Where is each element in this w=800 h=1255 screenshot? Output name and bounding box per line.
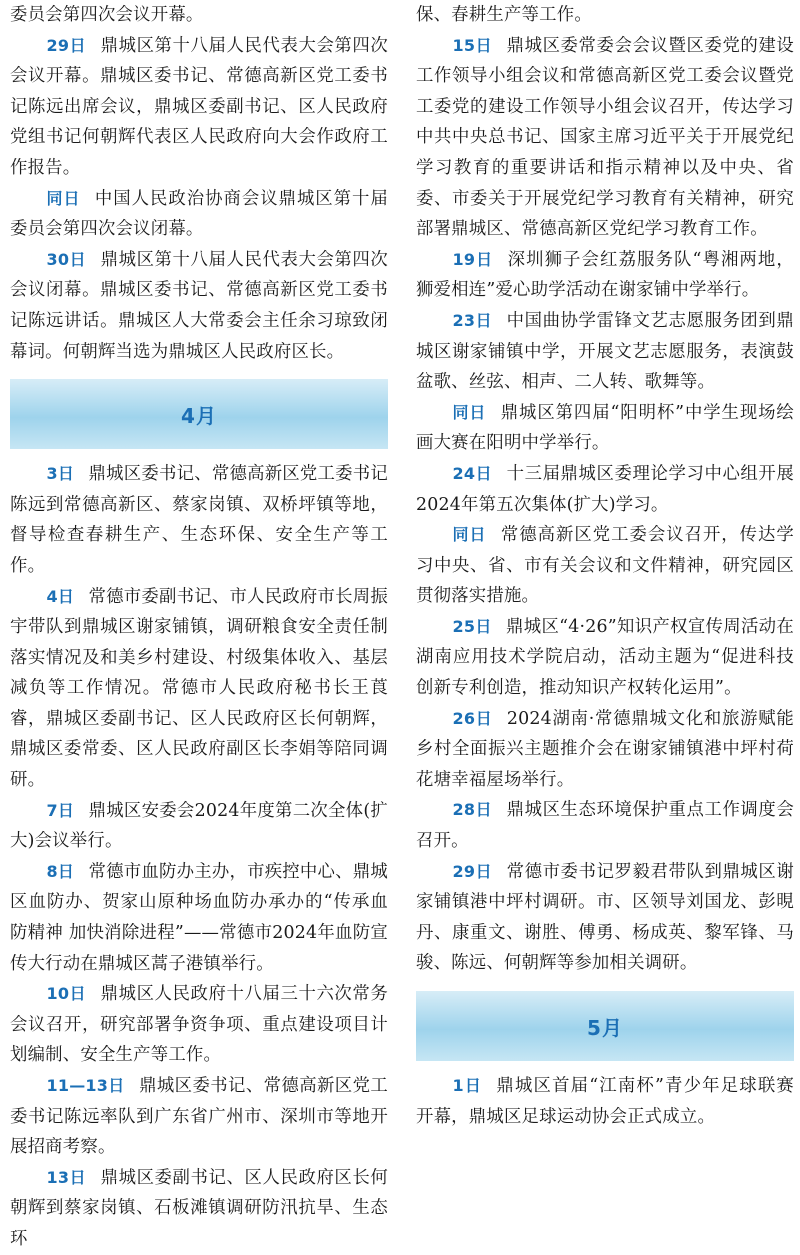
entry-text: 鼎城区第十八届人民代表大会第四次会议开幕。鼎城区委书记、常德高新区党工委书记陈远出席会议，鼎城区委副书记、区人民政府党组书记何朝辉代表区人民政府向大会作政府工作报告。 <box>10 35 389 178</box>
chronicle-entry <box>416 1071 794 1132</box>
entry-date: 3日 <box>46 464 75 484</box>
entry-date: 4日 <box>46 586 75 606</box>
chronicle-entry <box>10 857 388 979</box>
entry-date: 19日 <box>452 249 494 269</box>
chronicle-entry <box>416 31 794 245</box>
chronicle-entry <box>10 1071 388 1163</box>
entry-text: 鼎城区生态环境保护重点工作调度会召开。 <box>416 800 795 852</box>
left-column <box>10 0 388 1255</box>
entry-date: 30日 <box>46 249 87 269</box>
entry-text: 2024湖南·常德鼎城文化和旅游赋能乡村全面振兴主题推介会在谢家铺镇港中坪村荷花塘幸福屋场举行。 <box>416 708 794 790</box>
month-header-april <box>10 379 388 449</box>
left-entries-b <box>10 459 388 1254</box>
entry-date: 7日 <box>46 800 75 820</box>
entry-text: 中国人民政治协商会议鼎城区第十届委员会第四次会议闭幕。 <box>10 188 389 240</box>
chronicle-entry <box>10 796 388 857</box>
entry-text: 中国曲协学雷锋文艺志愿服务团到鼎城区谢家铺镇中学，开展文艺志愿服务，表演鼓盆歌、丝弦、相声、二人转、歌舞等。 <box>416 310 795 393</box>
chronicle-entry <box>416 704 794 796</box>
entry-date: 同日 <box>452 402 487 422</box>
entry-date: 8日 <box>46 861 75 881</box>
entry-date: 11—13日 <box>46 1076 125 1095</box>
entry-text: 常德高新区党工委会议召开，传达学习中央、省、市有关会议和文件精神，研究园区贯彻落实措施。 <box>416 525 795 607</box>
chronicle-entry <box>416 306 794 398</box>
month-title: 5月 <box>587 1015 623 1040</box>
entry-text: 鼎城区委常委会会议暨区委党的建设工作领导小组会议和常德高新区党工委会议暨党工委党的建设工作领导小组会议召开，传达学习中共中央总书记、国家主席习近平关于开展党纪学习教育的重要讲话和指示精神以及中央、省委、市委关于开展党纪学习教育有关精神，研究部署鼎城区、常德高新区党纪学习教育工作。 <box>416 35 795 240</box>
chronicle-entry <box>10 979 388 1071</box>
entry-text: 鼎城区委书记、常德高新区党工委书记陈远率队到广东省广州市、深圳市等地开展招商考察。 <box>10 1076 388 1158</box>
right-column <box>416 0 794 1132</box>
right-entries-b <box>416 1071 794 1132</box>
entry-date: 25日 <box>452 616 492 636</box>
entry-date: 10日 <box>46 984 87 1004</box>
entry-text: 鼎城区第四届“阳明杯”中学生现场绘画大赛在阳明中学举行。 <box>416 402 794 454</box>
entry-text: 鼎城区“4·26”知识产权宣传周活动在湖南应用技术学院启动，活动主题为“促进科技创新专利创造，推动知识产权转化运用”。 <box>416 616 794 699</box>
chronicle-entry <box>416 795 794 856</box>
chronicle-entry <box>10 31 388 184</box>
entry-date: 23日 <box>452 310 493 330</box>
chronicle-entry <box>416 857 794 979</box>
entry-text: 十三届鼎城区委理论学习中心组开展2024年第五次集体(扩大)学习。 <box>416 463 795 515</box>
chronicle-entry <box>10 582 388 796</box>
continued-text: 保、春耕生产等工作。 <box>416 5 592 25</box>
entry-date: 28日 <box>452 800 493 820</box>
continued-text: 委员会第四次会议开幕。 <box>10 5 204 25</box>
left-entries-a <box>10 31 388 368</box>
entry-date: 26日 <box>452 708 493 728</box>
entry-date: 同日 <box>46 188 81 208</box>
entry-date: 同日 <box>452 525 487 545</box>
chronicle-entry <box>10 184 388 245</box>
entry-date: 29日 <box>46 35 87 55</box>
entry-date: 13日 <box>46 1167 87 1187</box>
chronicle-entry <box>416 398 794 459</box>
entry-text: 常德市委副书记、市人民政府市长周振宇带队到鼎城区谢家铺镇，调研粮食安全责任制落实情况及和美乡村建设、村级集体收入、基层减负等工作情况。常德市人民政府秘书长王莨睿，鼎城区委副书记、区人民政府区长何朝辉，鼎城区委常委、区人民政府副区长李娟等陪同调研。 <box>10 586 388 791</box>
entry-text: 常德市血防办主办，市疾控中心、鼎城区血防办、贺家山原种场血防办承办的“传承血防精神 加快消除进程”——常德市2024年血防宣传大行动在鼎城区蒿子港镇举行。 <box>10 861 388 974</box>
chronicle-entry <box>10 459 388 581</box>
entry-text: 鼎城区委书记、常德高新区党工委书记陈远到常德高新区、蔡家岗镇、双桥坪镇等地，督导检查春耕生产、生态环保、安全生产等工作。 <box>10 464 388 576</box>
chronicle-entry <box>416 459 794 520</box>
chronicle-entry <box>10 1163 388 1255</box>
chronicle-entry <box>10 245 388 367</box>
entry-text: 鼎城区第十八届人民代表大会第四次会议闭幕。鼎城区委书记、常德高新区党工委书记陈远讲话。鼎城区人大常委会主任余习琼致闭幕词。何朝辉当选为鼎城区人民政府区长。 <box>10 249 389 362</box>
chronicle-entry <box>416 520 794 612</box>
entry-date: 29日 <box>452 861 493 881</box>
entry-text: 鼎城区安委会2024年度第二次全体(扩大)会议举行。 <box>10 800 388 852</box>
chronicle-entry <box>416 612 794 704</box>
right-entries-a <box>416 31 794 979</box>
entry-text: 常德市委书记罗毅君带队到鼎城区谢家铺镇港中坪村调研。市、区领导刘国龙、彭晛丹、康重文、谢胜、傅勇、杨成英、黎军锋、马骏、陈远、何朝辉等参加相关调研。 <box>416 861 795 974</box>
chronicle-entry <box>416 245 794 306</box>
entry-text: 鼎城区首届“江南杯”青少年足球联赛开幕，鼎城区足球运动协会正式成立。 <box>416 1076 794 1127</box>
entry-date: 15日 <box>452 35 493 55</box>
entry-text: 深圳狮子会红荔服务队“粤湘两地，狮爱相连”爱心助学活动在谢家铺中学举行。 <box>416 249 795 301</box>
entry-date: 1日 <box>452 1076 483 1095</box>
month-title: 4月 <box>181 403 217 428</box>
entry-text: 鼎城区人民政府十八届三十六次常务会议召开，研究部署争资争项、重点建设项目计划编制、安全生产等工作。 <box>10 984 389 1066</box>
entry-date: 24日 <box>452 463 493 483</box>
entry-text: 鼎城区委副书记、区人民政府区长何朝辉到蔡家岗镇、石板滩镇调研防汛抗旱、生态环 <box>10 1167 389 1249</box>
month-header-may <box>416 991 794 1061</box>
